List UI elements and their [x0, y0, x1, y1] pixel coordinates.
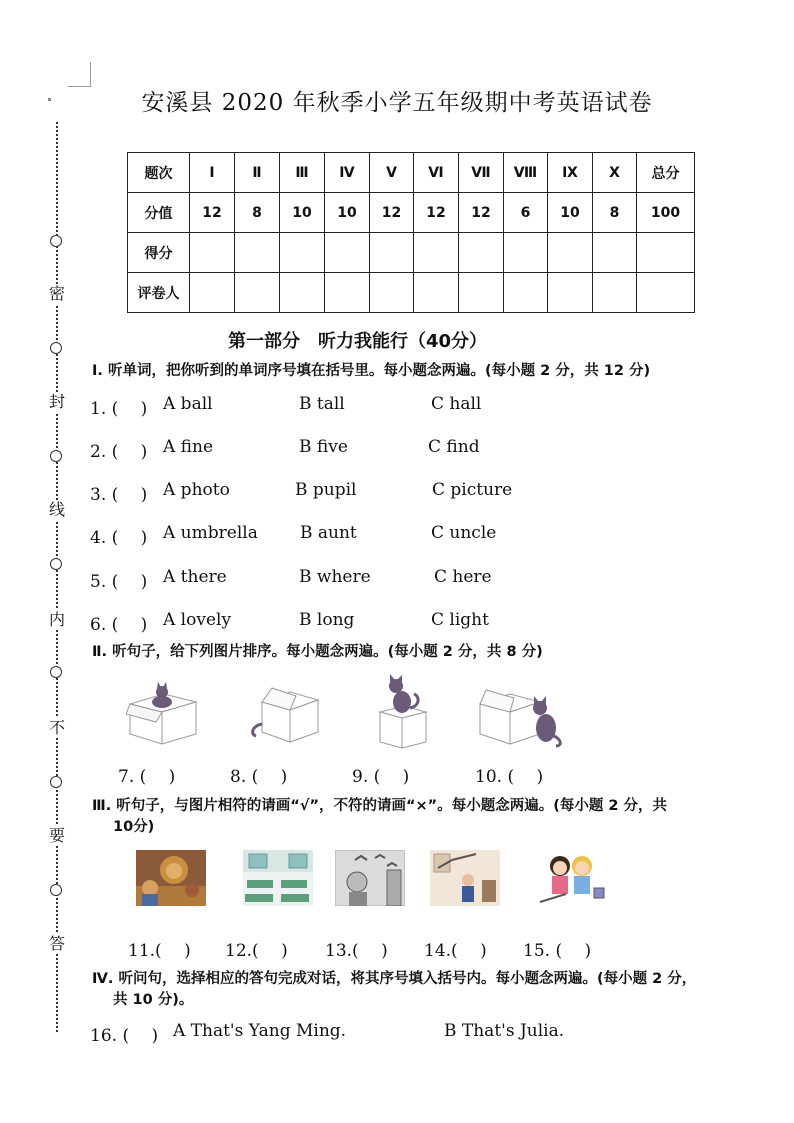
question-number[interactable]: 3. ( ) [90, 485, 148, 505]
table-cell: Ⅷ [504, 153, 548, 193]
table-cell: Ⅹ [593, 153, 637, 193]
binding-circle [50, 666, 62, 678]
cat-beside-box-picture [476, 680, 566, 750]
grader-input-cell[interactable] [637, 273, 695, 313]
binding-circle [50, 235, 62, 247]
section-3-heading: Ⅲ. 听句子，与图片相符的请画“√”，不符的请画“×”。每小题念两遍。(每小题 2 分，共 [92, 798, 668, 814]
answer-bracket[interactable]: 9. ( ) [352, 767, 410, 787]
grader-input-cell[interactable] [548, 273, 593, 313]
table-cell: 12 [190, 193, 235, 233]
grader-input-cell[interactable] [414, 273, 459, 313]
answer-bracket[interactable]: 14.( ) [424, 941, 487, 961]
score-input-cell[interactable] [235, 233, 280, 273]
binding-circle [50, 884, 62, 896]
table-cell: 评卷人 [128, 273, 190, 313]
option-b: B pupil [295, 480, 357, 500]
table-cell: 10 [325, 193, 370, 233]
answer-bracket[interactable]: 15. ( ) [523, 941, 592, 961]
table-cell: 总分 [637, 153, 695, 193]
score-input-cell[interactable] [459, 233, 504, 273]
question-number[interactable]: 5. ( ) [90, 572, 148, 592]
room-with-fan-picture [430, 850, 500, 906]
answer-bracket[interactable]: 13.( ) [325, 941, 388, 961]
section-3-heading-continued: 10分) [113, 819, 155, 835]
grader-input-cell[interactable] [459, 273, 504, 313]
grader-input-cell[interactable] [235, 273, 280, 313]
table-cell: 8 [235, 193, 280, 233]
option-c: C picture [432, 480, 513, 500]
table-cell: 12 [414, 193, 459, 233]
table-cell: 100 [637, 193, 695, 233]
option-a: A umbrella [163, 523, 258, 543]
option-c: C uncle [431, 523, 497, 543]
table-cell: 12 [459, 193, 504, 233]
table-cell: 题次 [128, 153, 190, 193]
score-table-row-score [128, 233, 695, 273]
grader-input-cell[interactable] [280, 273, 325, 313]
answer-bracket[interactable]: 11.( ) [128, 941, 191, 961]
section-4-heading-continued: 共 10 分)。 [113, 992, 194, 1008]
option-c: C find [428, 437, 480, 457]
table-cell: 10 [280, 193, 325, 233]
table-cell: Ⅰ [190, 153, 235, 193]
option-b: B long [299, 610, 355, 630]
score-input-cell[interactable] [190, 233, 235, 273]
table-cell: Ⅳ [325, 153, 370, 193]
binding-circle [50, 450, 62, 462]
score-input-cell[interactable] [593, 233, 637, 273]
section-4-heading: Ⅳ. 听问句，选择相应的答句完成对话，将其序号填入括号内。每小题念两遍。(每小题 2 分， [92, 971, 697, 987]
boy-with-birds-picture [335, 850, 405, 906]
question-number[interactable]: 16. ( ) [90, 1026, 159, 1046]
binding-circle [50, 342, 62, 354]
cat-behind-box-picture [246, 680, 320, 746]
table-cell: 分值 [128, 193, 190, 233]
option-c: C hall [431, 394, 482, 414]
binding-char: 封 [48, 392, 65, 411]
binding-char: 密 [48, 284, 65, 303]
table-cell: Ⅸ [548, 153, 593, 193]
grader-input-cell[interactable] [325, 273, 370, 313]
table-cell: 6 [504, 193, 548, 233]
binding-char: 线 [48, 500, 65, 519]
option-a: A lovely [163, 610, 232, 630]
score-input-cell[interactable] [548, 233, 593, 273]
grader-input-cell[interactable] [370, 273, 414, 313]
section-1-heading: Ⅰ. 听单词，把你听到的单词序号填在括号里。每小题念两遍。(每小题 2 分，共 12 分) [92, 363, 651, 379]
grader-input-cell[interactable] [593, 273, 637, 313]
score-input-cell[interactable] [414, 233, 459, 273]
score-table-header-row [128, 153, 695, 193]
answer-bracket[interactable]: 8. ( ) [230, 767, 288, 787]
cat-in-box-picture [126, 680, 200, 746]
table-cell: Ⅵ [414, 153, 459, 193]
score-table [127, 152, 695, 313]
question-number[interactable]: 4. ( ) [90, 528, 148, 548]
binding-char: 要 [48, 826, 65, 845]
table-cell: Ⅱ [235, 153, 280, 193]
section-2-heading: Ⅱ. 听句子，给下列图片排序。每小题念两遍。(每小题 2 分，共 8 分) [92, 644, 543, 660]
table-cell: 10 [548, 193, 593, 233]
score-input-cell[interactable] [280, 233, 325, 273]
binding-char: 不 [48, 718, 65, 737]
option-a: A That's Yang Ming. [173, 1021, 347, 1041]
table-cell: Ⅴ [370, 153, 414, 193]
question-number[interactable]: 6. ( ) [90, 615, 148, 635]
option-b: B where [299, 567, 371, 587]
binding-circle [50, 558, 62, 570]
score-input-cell[interactable] [504, 233, 548, 273]
exam-title: 安溪县 2020 年秋季小学五年级期中考英语试卷 [141, 90, 653, 116]
binding-circle [50, 776, 62, 788]
table-cell: Ⅲ [280, 153, 325, 193]
score-input-cell[interactable] [370, 233, 414, 273]
answer-bracket[interactable]: 7. ( ) [118, 767, 176, 787]
score-table-row-grader [128, 273, 695, 313]
option-a: A ball [163, 394, 213, 414]
classroom-picture [243, 850, 313, 906]
grader-input-cell[interactable] [190, 273, 235, 313]
option-c: C light [431, 610, 489, 630]
option-c: C here [434, 567, 492, 587]
table-cell: Ⅶ [459, 153, 504, 193]
lion-scene-picture [136, 850, 206, 906]
option-b: B aunt [300, 523, 357, 543]
answer-bracket[interactable]: 12.( ) [225, 941, 288, 961]
grader-input-cell[interactable] [504, 273, 548, 313]
children-playing-picture [536, 848, 610, 908]
table-cell: 8 [593, 193, 637, 233]
score-input-cell[interactable] [325, 233, 370, 273]
answer-bracket[interactable]: 10. ( ) [475, 767, 544, 787]
option-a: A there [163, 567, 227, 587]
score-table-row-points [128, 193, 695, 233]
option-b: B five [299, 437, 348, 457]
option-b: B That's Julia. [444, 1021, 565, 1041]
cat-on-box-picture [374, 674, 434, 750]
table-cell: 12 [370, 193, 414, 233]
option-a: A photo [163, 480, 230, 500]
binding-char: 答 [48, 934, 65, 953]
binding-char: 内 [48, 610, 65, 629]
option-a: A fine [163, 437, 214, 457]
question-number[interactable]: 2. ( ) [90, 442, 148, 462]
table-cell: 得分 [128, 233, 190, 273]
score-input-cell[interactable] [637, 233, 695, 273]
question-number[interactable]: 1. ( ) [90, 399, 148, 419]
option-b: B tall [299, 394, 345, 414]
part-one-title: 第一部分 听力我能行（40分） [228, 331, 488, 352]
